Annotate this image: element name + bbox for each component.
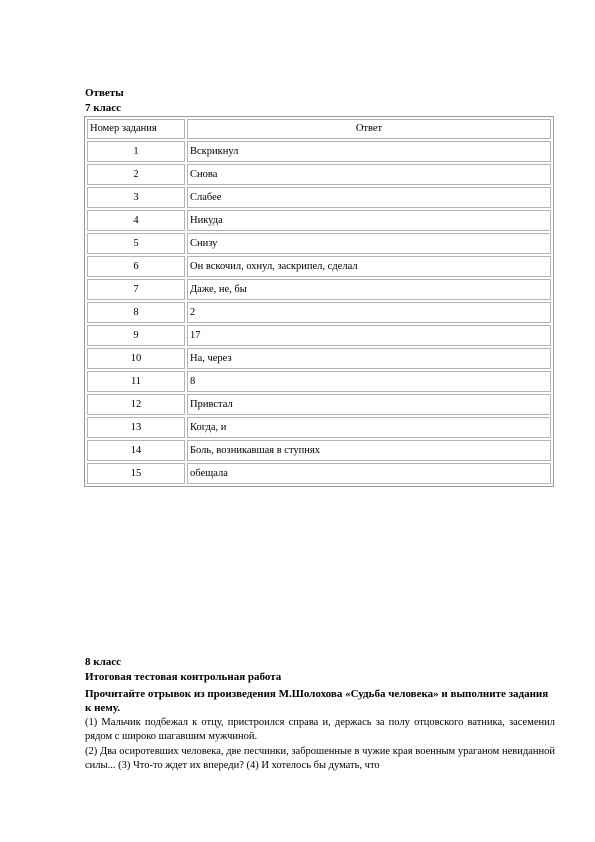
table-row [87,371,551,392]
answer-cell: 2 [187,302,551,323]
table-row [87,302,551,323]
passage-paragraph-1: (1) Мальчик подбежал к отцу, пристроился справа и, держась за полу отцовского ватника, засеменил рядом с широко шагавшим мужчиной. [85,717,555,742]
task-number-cell: 2 [87,164,185,185]
answer-cell: обещала [187,463,551,484]
answer-cell: Слабее [187,187,551,208]
task-number-cell: 5 [87,233,185,254]
task-number-cell: 7 [87,279,185,300]
table-row [87,164,551,185]
grade-8-heading: 8 класс [85,656,122,668]
answer-cell: На, через [187,348,551,369]
task-number-cell: 8 [87,302,185,323]
answers-heading: Ответы [85,87,124,99]
task-number-cell: 12 [87,394,185,415]
task-number-cell: 9 [87,325,185,346]
grade-7-heading: 7 класс [85,102,122,114]
table-row [87,394,551,415]
table-row [87,210,551,231]
table-row [87,417,551,438]
table-row [87,463,551,484]
answer-cell: Снова [187,164,551,185]
table-row [87,141,551,162]
answer-cell: 17 [187,325,551,346]
table-row [87,348,551,369]
task-number-cell: 14 [87,440,185,461]
task-number-cell: 4 [87,210,185,231]
table-row [87,325,551,346]
header-task-number: Номер задания [87,119,185,139]
answer-cell: Снизу [187,233,551,254]
task-number-cell: 10 [87,348,185,369]
instruction-text: Прочитайте отрывок из произведения М.Шолохова «Судьба человека» и выполните задания к нему. [85,688,549,714]
table-row [87,256,551,277]
answer-cell: Никуда [187,210,551,231]
answer-cell: 8 [187,371,551,392]
table-row [87,187,551,208]
answer-cell: Даже, не, бы [187,279,551,300]
task-number-cell: 13 [87,417,185,438]
table-row [87,279,551,300]
passage-paragraph-2: (2) Два осиротевших человека, две песчинки, заброшенные в чужие края военным ураганом невиданной силы... (3) Что-то ждет их впереди? (4) И хотелось бы думать, что [85,746,555,771]
answers-table [84,116,554,487]
task-number-cell: 6 [87,256,185,277]
table-row [87,440,551,461]
answer-cell: Когда, и [187,417,551,438]
task-number-cell: 1 [87,141,185,162]
header-answer: Ответ [187,119,551,139]
answer-cell: Вскрикнул [187,141,551,162]
table-header-row [87,119,551,139]
answer-cell: Боль, возникавшая в ступнях [187,440,551,461]
answer-cell: Он вскочил, охнул, заскрипел, сделал [187,256,551,277]
task-number-cell: 15 [87,463,185,484]
answer-cell: Привстал [187,394,551,415]
task-number-cell: 11 [87,371,185,392]
test-title: Итоговая тестовая контрольная работа [85,671,282,683]
table-row [87,233,551,254]
task-number-cell: 3 [87,187,185,208]
